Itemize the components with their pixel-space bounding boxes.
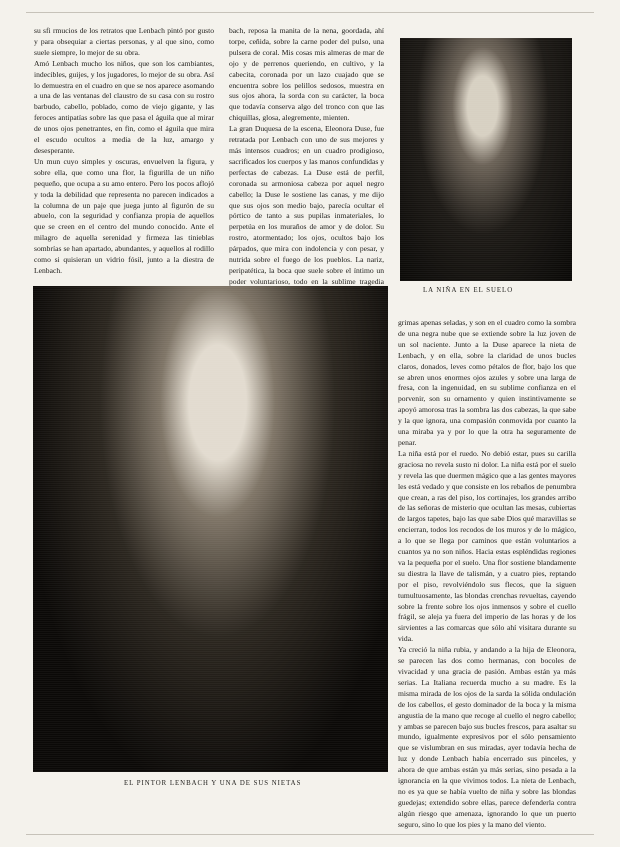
lenbach-portrait-photo bbox=[33, 286, 388, 772]
photo-grain-overlay bbox=[400, 38, 572, 281]
top-rule bbox=[26, 12, 594, 13]
girl-on-floor-photo bbox=[400, 38, 572, 281]
photo-grain-overlay bbox=[33, 286, 388, 772]
lenbach-portrait-caption: EL PINTOR LENBACH Y UNA DE SUS NIETAS bbox=[124, 780, 302, 787]
bottom-rule bbox=[26, 834, 594, 835]
girl-on-floor-caption: LA NIÑA EN EL SUELO bbox=[423, 287, 514, 294]
article-column-middle: bach, reposa la manita de la nena, goordada, ahí torpe, ceñida, sobre la carne poder del pulso, una pulsera de coral. Mis cosas mis almeras de mar de ojo y de perrenos queriendo, en cultivo, y la cabecita, coronada por un lazo cuajado que se encuentra sobre los pelillos sedosos, muestra en sus ojos ahora, la sorda con su carácter, la boca que todavía conserva algo del tronco con que las chiquillas, glosa, alegremente, mienten. La gran Duquesa de la escena, Eleonora Duse, fue retratada por Lenbach con uno de sus mejores y más intensos cuadros; en un cuadro prodigioso, sacrificados los cuerpos y las manos confundidas y perfectas de cabezas. La Duse está de perfil, coronada su armoniosa cabeza por aquel negro cabello; la Duse le sostiene las canas, y me dijo que sus ojos son medio bajo, parecía ocultar el pórtico de tanto a sus pupilas inmateriales, lo perpetúa en los muraños de amor y de dolor. Su rostro, atormentado; los ojos, ocultos bajo los párpados, que mira con indolencia y con pesar, y nutrida sobre el fuego de los pueblos. La nariz, peripatética, la boca que suele sobre el íntimo un poder voluntarioso, todo en la sublime tragedia bbox=[229, 26, 385, 286]
article-column-left: su sfi rmucios de los retratos que Lenbach pintó por gusto y para obsequiar a ciertas personas, y al que sino, como suele siempre, lo mejor de su obra. Amó Lenbach mucho los niños, que son los cambiantes, indecibles, guijes, y los jugadores, lo mejor de su obra. Así lo demuestra en el cuadro en que se nos aparece asomando a una de las ventanas del claustro de su casa con su rostro barbudo, cabello, poblado, como de viejo gigante, y las feroces antipatías sobre las que pasa el águila que al mirar de unos ojos penetrantes, en fin, como el águila que mira el escudo ocultos a media de la luz, amargo y desesperante. Un mun cuyo simples y oscuras, envuelven la figura, y sobre ella, que como una flor, la figurilla de un niño pequeño, que ocupa a su amo entero. Pero los pocos aflojó y toda la debilidad que representa no parecen indicados a la columna de un paje que juega junto al figurón de su abuelo, con la seguridad y confianza propia de aquellos que se creen en el centro del mundo conocido. Ante el milagro de aquella serenidad y firmeza las tinieblas sombrías se han apartado, abundantes, y aquellos al rodillo como si quisieran un vidrio fósil, junto a la diestra de Lenbach. bbox=[34, 26, 214, 275]
article-column-right: grimas apenas seladas, y son en el cuadro como la sombra de una negra nube que se extiende sobre la luz joven de un sol naciente. Junto a la Duse aparece la nieta de Lenbach, y en ella, sobre la claridad de unos bucles claros, donados, leves como pétalos de flor, bajo los que se abren unos enormes ojos azules y sobre una larga de fresa, con la ingenuidad, en su sublime confianza en el porvenir, son su ornamento y quien instintivamente se apoyó amorosa tras la sombra las dos cabezas, la que sabe y la que ignora, una compasión conmovida por cuanto la una miraba ya y por lo que la otra ha seguramente de penar. La niña está por el ruedo. No debió estar, pues su carilla graciosa no revela susto ni dolor. La niña está por el suelo y revela las que duermen mágico que a las gentes mayores les está vedado y que consiste en los rebaños de penumbra que crean, a ras del piso, los cortinajes, los grandes arribo de las señoras de misterio que ocultan las mesas, cubiertas de largos tapetes, bajo las que sabe Dios qué maravillas se encierran, todos los recodos de los muros y de lo mágico, a lo que se llega por caminos que están voluntarios a cuantos ya no son niños. Hacia estas espléndidas regiones va la pequeña por el suelo. Una flor sostiene blandamente su diestra la llave de talismán, y a cuatro pies, reptando por el piso, revolviéndolo sus flecos, que la siguen tumultuosamente, las blondas crenchas revueltas, cayendo sobre la frente sobre los ojos inmensos y sobre el cuello frágil, se aleja ya fuera del imperio de las horas y de los sirvientes a las comarcas que sólo ahí visitara durante su vida. Ya creció la niña rubia, y andando a la hija de Eleonora, se parecen las dos como hermanas, con bocoles de vivacidad y una gracia de pasión. Ambas están ya más serias. La Italiana recuerda mucho a su madre. Es la misma mirada de los ojos de la sarda la sólida ondulación de los cabellos, el gesto dominador de la boca y la misma angustia de la mano que recoge al cuello el negro cabello; y ambas se parecen bajo sus bucles frescos, para asaltar su mundo, igualmente expresivos por el sólo pensamiento que se vislumbran en sus miradas, ayer todavía hecha de luz y donde Lenbach había encerrado sus pinceles, y ahora de que ambas están ya más serias, sino pesada a la ignorancia en la que vivimos todos. La nieta de Lenbach, no es ya que se había vuelto de niña y sobre las blondas guedejas; extendido sobre ellas, parece defenderla contra algún riesgo que amenaza, ignorando lo que un puerto seguro, sino lo que los pies y la mano del viento. bbox=[398, 318, 576, 829]
